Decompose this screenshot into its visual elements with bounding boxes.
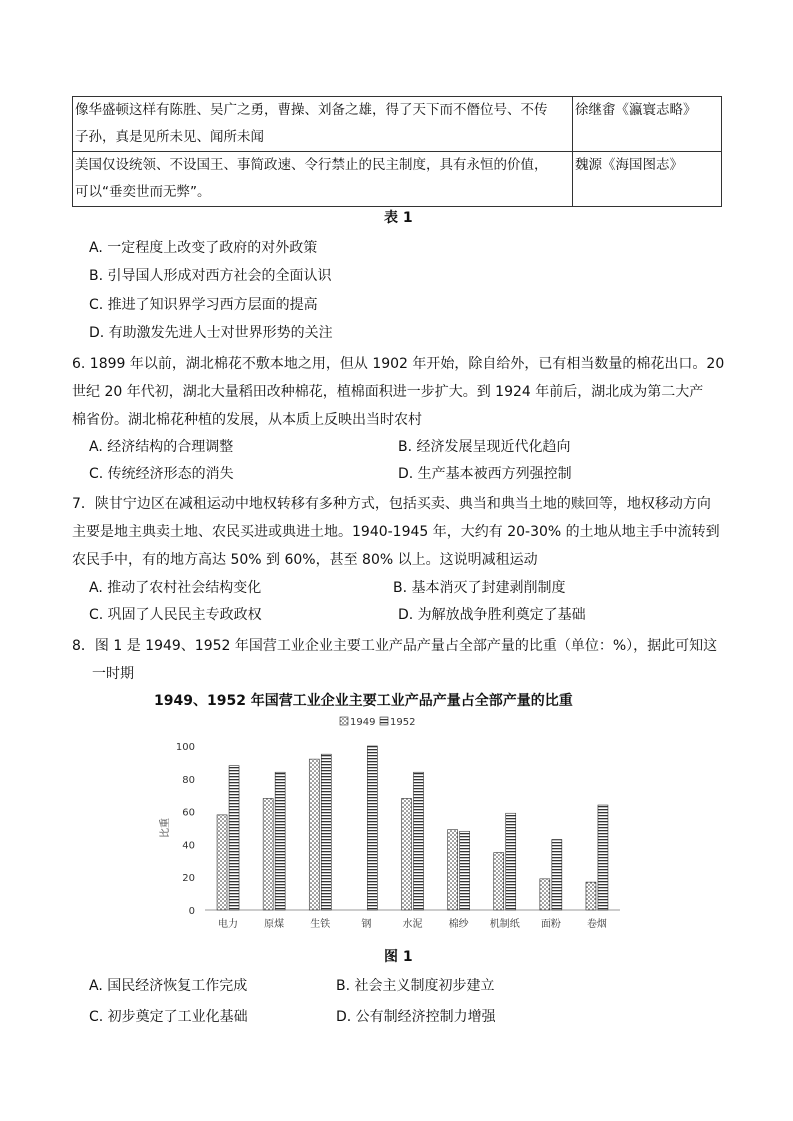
bar-1952-水泥 bbox=[414, 772, 424, 910]
q6-option-d: D. 生产基本被西方列强控制 bbox=[398, 466, 572, 482]
q5-option-a: A. 一定程度上改变了政府的对外政策 bbox=[89, 240, 318, 256]
q8-line: 8．图 1 是 1949、1952 年国营工业企业主要工业产品产量占全部产量的比重（单位：%），据此可知这 bbox=[72, 638, 718, 654]
table-1 bbox=[72, 96, 722, 207]
bar-1952-面粉 bbox=[552, 839, 562, 910]
bar-1952-机制纸 bbox=[506, 813, 516, 910]
bar-1949-棉纱 bbox=[448, 830, 458, 910]
q7-line: 7．陕甘宁边区在减租运动中地权转移有多种方式，包括买卖、典当和典当土地的赎回等，地权移动方向 bbox=[72, 496, 711, 512]
chart-title: 1949、1952 年国营工业企业主要工业产品产量占全部产量的比重 bbox=[154, 693, 573, 709]
quote-line: 可以“垂奕世而无弊”。 bbox=[75, 184, 211, 200]
q6-option-b: B. 经济发展呈现近代化趋向 bbox=[398, 439, 571, 455]
q7-option-b: B. 基本消灭了封建剥削制度 bbox=[393, 580, 566, 596]
bar-1949-原煤 bbox=[263, 798, 273, 910]
x-tick-label: 水泥 bbox=[402, 919, 423, 930]
table-caption: 表 1 bbox=[384, 210, 413, 226]
table-cell-source: 徐继畬《瀛寰志略》 bbox=[573, 97, 722, 152]
q8-option-b: B. 社会主义制度初步建立 bbox=[336, 978, 495, 994]
x-tick-label: 面粉 bbox=[540, 919, 561, 930]
x-tick-label: 钢 bbox=[361, 919, 372, 930]
q8-line: 一时期 bbox=[92, 666, 134, 682]
x-tick-label: 棉纱 bbox=[448, 919, 469, 930]
q6-option-c: C. 传统经济形态的消失 bbox=[89, 466, 234, 482]
y-tick-label: 100 bbox=[175, 742, 195, 753]
bar-chart bbox=[150, 710, 630, 945]
y-tick-label: 60 bbox=[182, 807, 195, 819]
q8-option-c: C. 初步奠定了工业化基础 bbox=[89, 1009, 248, 1025]
q5-option-c: C. 推进了知识界学习西方层面的提高 bbox=[89, 297, 318, 313]
quote-line: 像华盛顿这样有陈胜、吴广之勇，曹操、刘备之雄，得了天下而不僭位号、不传 bbox=[75, 102, 548, 118]
q6-option-a: A. 经济结构的合理调整 bbox=[89, 439, 234, 455]
bar-1949-生铁 bbox=[309, 759, 319, 910]
table-cell-quote bbox=[73, 152, 573, 207]
bar-1949-卷烟 bbox=[586, 882, 596, 910]
x-tick-label: 卷烟 bbox=[586, 919, 607, 930]
q5-option-b: B. 引导国人形成对西方社会的全面认识 bbox=[89, 268, 332, 284]
figure-caption: 图 1 bbox=[384, 949, 413, 965]
q6-line: 棉省份。湖北棉花种植的发展，从本质上反映出当时农村 bbox=[72, 412, 422, 428]
bar-1952-原煤 bbox=[275, 772, 285, 910]
bar-1949-机制纸 bbox=[494, 853, 504, 910]
quote-line: 子孙，真是见所未见、闻所未闻 bbox=[75, 129, 264, 145]
legend-swatch-1949 bbox=[340, 717, 348, 725]
q7-line: 主要是地主典卖土地、农民买进或典进土地。1940-1945 年，大约有 20-30% 的土地从地主手中流转到 bbox=[72, 524, 720, 540]
table-row bbox=[73, 97, 722, 152]
q8-option-d: D. 公有制经济控制力增强 bbox=[336, 1009, 496, 1025]
y-tick-label: 40 bbox=[182, 840, 195, 852]
bar-1952-钢 bbox=[367, 746, 377, 910]
bar-1949-面粉 bbox=[540, 879, 550, 910]
bar-1949-水泥 bbox=[402, 798, 412, 910]
y-tick-label: 20 bbox=[182, 873, 195, 885]
quote-line: 美国仅设统领、不设国王、事简政速、令行禁止的民主制度，具有永恒的价值， bbox=[75, 157, 548, 173]
q7-option-a: A. 推动了农村社会结构变化 bbox=[89, 580, 262, 596]
legend-swatch-1952 bbox=[380, 717, 388, 725]
y-tick-label: 80 bbox=[182, 774, 195, 786]
q8-option-a: A. 国民经济恢复工作完成 bbox=[89, 978, 248, 994]
table-cell-quote bbox=[73, 97, 573, 152]
q6-line: 6. 1899 年以前，湖北棉花不敷本地之用，但从 1902 年开始，除自给外，已有相当数量的棉花出口。20 bbox=[72, 356, 725, 372]
q7-option-d: D. 为解放战争胜利奠定了基础 bbox=[398, 607, 586, 623]
bar-1952-电力 bbox=[229, 766, 239, 910]
y-axis-label: 比重 bbox=[160, 818, 171, 838]
x-tick-label: 机制纸 bbox=[489, 919, 520, 930]
q7-option-c: C. 巩固了人民民主专政政权 bbox=[89, 607, 262, 623]
legend-label-1952: 1952 bbox=[390, 717, 416, 728]
q6-line: 世纪 20 年代初，湖北大量稻田改种棉花，植棉面积进一步扩大。到 1924 年前后，湖北成为第二大产 bbox=[72, 384, 704, 400]
x-tick-label: 原煤 bbox=[264, 919, 285, 930]
bar-1949-电力 bbox=[217, 815, 227, 910]
bar-1952-生铁 bbox=[321, 754, 331, 910]
q7-line: 农民手中，有的地方高达 50% 到 60%，甚至 80% 以上。这说明减租运动 bbox=[72, 552, 538, 568]
table-row bbox=[73, 152, 722, 207]
legend-label-1949: 1949 bbox=[350, 717, 376, 728]
y-tick-label: 0 bbox=[188, 906, 195, 917]
x-tick-label: 生铁 bbox=[310, 919, 331, 930]
q5-option-d: D. 有助激发先进人士对世界形势的关注 bbox=[89, 325, 333, 341]
bar-1952-棉纱 bbox=[460, 831, 470, 910]
table-cell-source: 魏源《海国图志》 bbox=[573, 152, 722, 207]
bar-1952-卷烟 bbox=[598, 805, 608, 910]
x-tick-label: 电力 bbox=[218, 919, 239, 930]
